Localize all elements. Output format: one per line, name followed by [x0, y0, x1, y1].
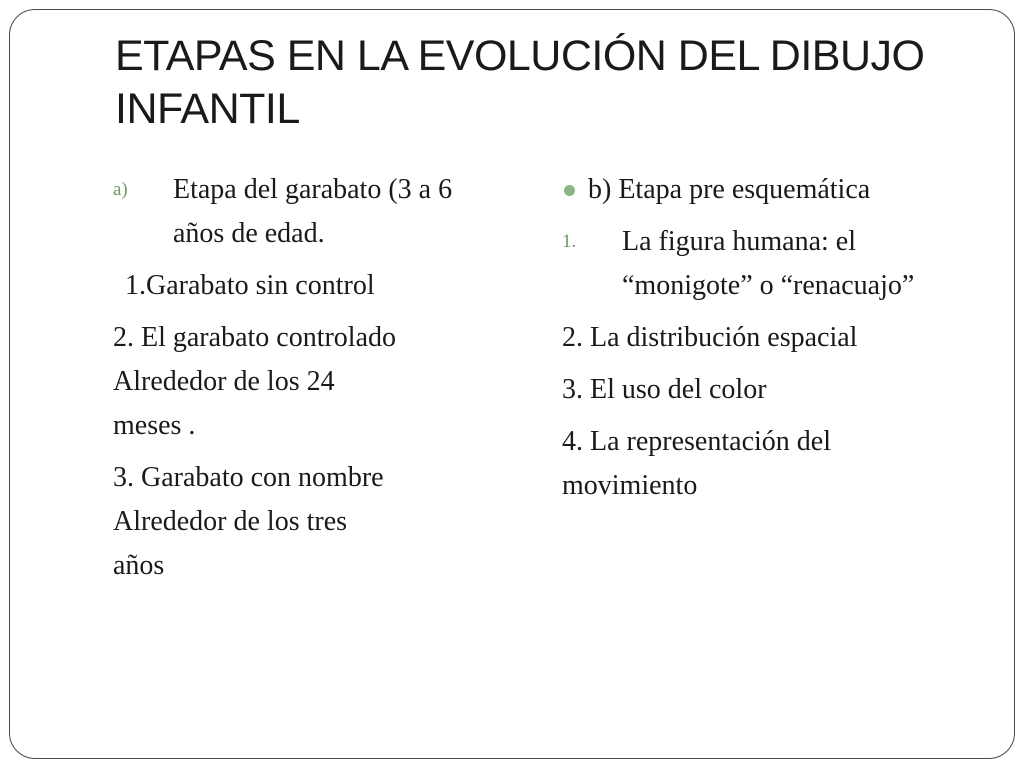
right-item-4 — [562, 420, 982, 508]
left-item-2-line-2: Alrededor de los 24 — [113, 366, 335, 397]
stage-b-text: b) Etapa pre esquemática — [588, 174, 871, 205]
left-item-3-line-2: Alrededor de los tres — [113, 506, 348, 537]
left-column — [113, 168, 533, 596]
slide-title — [115, 30, 995, 136]
stage-a-line-2: años de edad. — [173, 218, 325, 249]
left-item-3 — [113, 456, 533, 588]
right-item-2-text: 2. La distribución espacial — [562, 322, 858, 353]
bullet-dot-icon — [564, 185, 575, 196]
stage-a-item — [113, 168, 533, 256]
left-item-2 — [113, 316, 533, 448]
right-item-4-line-1: 4. La representación del — [562, 426, 831, 457]
right-item-1 — [562, 220, 982, 308]
title-line-1: ETAPAS EN LA EVOLUCIÓN DEL DIBUJO — [115, 32, 925, 80]
right-item-1-line-1: La figura humana: el — [622, 226, 857, 257]
stage-a-line-1: Etapa del garabato (3 a 6 — [173, 174, 453, 205]
right-column — [562, 168, 982, 516]
title-line-2: INFANTIL — [115, 85, 300, 133]
left-item-1-text: 1.Garabato sin control — [125, 270, 375, 301]
left-item-3-line-1: 3. Garabato con nombre — [113, 462, 384, 493]
right-item-2 — [562, 316, 982, 360]
left-item-3-line-3: años — [113, 550, 165, 581]
right-item-4-line-2: movimiento — [562, 470, 698, 501]
stage-a-marker: a) — [113, 179, 128, 200]
stage-b-heading — [562, 168, 982, 212]
left-item-2-line-3: meses . — [113, 410, 196, 441]
right-item-3-text: 3. El uso del color — [562, 374, 767, 405]
right-item-3 — [562, 368, 982, 412]
left-item-2-line-1: 2. El garabato controlado — [113, 322, 397, 353]
right-item-1-marker: 1. — [562, 231, 577, 252]
right-item-1-line-2: “monigote” o “renacuajo” — [622, 270, 915, 301]
left-item-1 — [113, 264, 533, 308]
